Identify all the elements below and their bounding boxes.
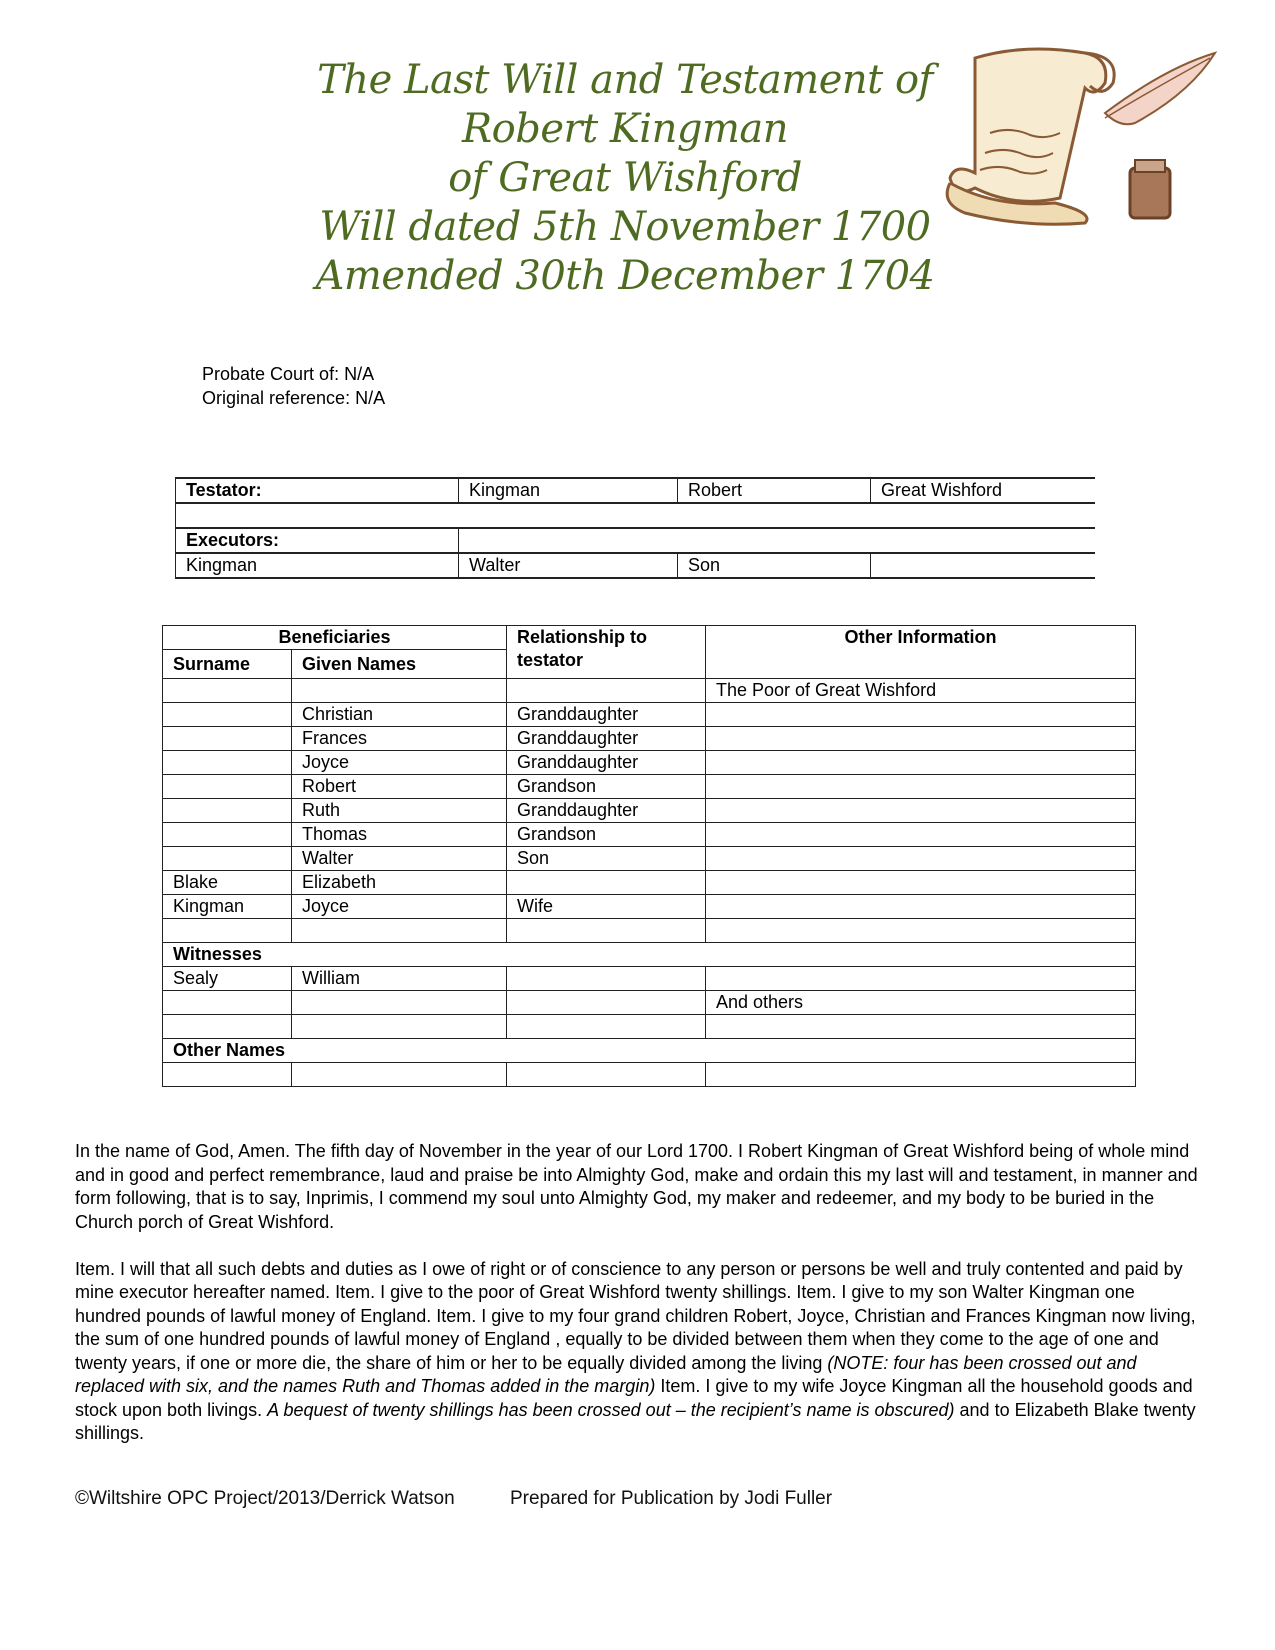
beneficiary-surname [163,823,292,847]
beneficiary-relationship: Grandson [507,775,706,799]
testator-label: Testator: [176,478,459,503]
transcript-text: Item. I give to my wife Joyce Kingman all the household goods and stock upon both livings. [75,1376,1193,1420]
beneficiary-given: Ruth [292,799,507,823]
beneficiary-other [706,751,1136,775]
other-name-c3 [507,1063,706,1087]
transcript-note: A bequest of twenty shillings has been crossed out – the recipient’s name is obscured) [267,1399,955,1420]
beneficiary-relationship [507,871,706,895]
beneficiary-given: Christian [292,703,507,727]
beneficiary-relationship [507,679,706,703]
other-name-given [292,1063,507,1087]
beneficiary-row [163,895,1136,919]
beneficiary-other [706,919,1136,943]
beneficiary-other [706,847,1136,871]
beneficiary-row [163,799,1136,823]
executor-relationship: Son [678,553,871,578]
title-line-2: Robert Kingman [462,106,788,152]
beneficiary-given: Thomas [292,823,507,847]
beneficiary-other [706,727,1136,751]
beneficiary-other [706,823,1136,847]
other-names-header-row [163,1039,1136,1063]
testator-row [176,478,1096,503]
witness-other: And others [706,991,1136,1015]
transcript-note: (NOTE: four has been crossed out and replaced with six, and the names Ruth and Thomas added in the margin) [75,1352,1137,1396]
beneficiary-surname [163,679,292,703]
relationship-header: Relationship to testator [507,626,706,679]
beneficiary-relationship [507,919,706,943]
testator-table [175,477,1095,579]
witness-given: William [292,967,507,991]
witness-other [706,967,1136,991]
executor-given: Walter [459,553,678,578]
witness-c3 [507,1015,706,1039]
beneficiary-given: Walter [292,847,507,871]
witness-surname [163,1015,292,1039]
beneficiary-relationship: Granddaughter [507,751,706,775]
beneficiary-given: Joyce [292,895,507,919]
empty-cell [176,503,1096,528]
empty-cell [459,528,1096,553]
witness-surname: Sealy [163,967,292,991]
witnesses-header-row [163,943,1136,967]
witnesses-label: Witnesses [163,943,1136,967]
testator-given: Robert [678,478,871,503]
beneficiary-given [292,919,507,943]
spacer-row [176,503,1096,528]
witness-given [292,1015,507,1039]
transcript-text: Item. I will that all such debts and duties as I owe of right or of conscience to any person or persons be well and truly contented and paid by mine executor hereafter named. Item. I give to the poor of Great Wishford twenty shillings. Item. I give to my son Walter Kingman one hundred pounds of lawful money of England. Item. I give to my four grand children Robert, Joyce, Christian and Frances Kingman now living, the sum of one hundred pounds of lawful money of England , equally to be divided between them when they come to the age of one and twenty years, if one or more die, the share of him or her to be equally divided among the living [75,1258,1196,1373]
beneficiaries-header: Beneficiaries [163,626,507,650]
title-line-4: Will dated 5th November 1700 [319,204,931,250]
beneficiary-given: Elizabeth [292,871,507,895]
beneficiary-other [706,799,1136,823]
copyright-notice: ©Wiltshire OPC Project/2013/Derrick Watson [75,1488,455,1509]
testator-surname: Kingman [459,478,678,503]
beneficiary-row [163,727,1136,751]
executor-other [871,553,1096,578]
beneficiary-surname [163,775,292,799]
beneficiary-surname: Kingman [163,895,292,919]
witness-row [163,967,1136,991]
beneficiary-other [706,895,1136,919]
original-reference: Original reference: N/A [202,388,386,408]
beneficiary-row [163,751,1136,775]
testator-place: Great Wishford [871,478,1096,503]
executor-row [176,553,1096,578]
beneficiary-surname [163,847,292,871]
scroll-quill-inkwell-icon [935,38,1220,233]
witness-c3 [507,991,706,1015]
beneficiary-relationship: Granddaughter [507,703,706,727]
witness-other [706,1015,1136,1039]
beneficiary-surname: Blake [163,871,292,895]
given-names-header: Given Names [292,650,507,679]
beneficiary-surname [163,919,292,943]
transcript-paragraph-1: In the name of God, Amen. The fifth day of November in the year of our Lord 1700. I Robert Kingman of Great Wishford being of whole mind and in good and perfect remembrance, laud and praise be into Almighty God, make and ordain this my last will and testament, in manner and form following, that is to say, Inprimis, I commend my soul unto Almighty God, my maker and redeemer, and my body to be buried in the Church porch of Great Wishford. [75,1141,1198,1232]
beneficiary-other [706,703,1136,727]
transcript-text: and to Elizabeth Blake twenty shillings. [75,1399,1196,1443]
other-name-other [706,1063,1136,1087]
will-transcript [75,1140,1205,1469]
beneficiary-row [163,871,1136,895]
beneficiaries-table [162,625,1136,1087]
executors-label: Executors: [176,528,459,553]
beneficiary-given: Robert [292,775,507,799]
beneficiary-given: Joyce [292,751,507,775]
beneficiary-given [292,679,507,703]
title-line-5: Amended 30th December 1704 [315,253,935,299]
beneficiary-other: The Poor of Great Wishford [706,679,1136,703]
beneficiary-surname [163,703,292,727]
witness-surname [163,991,292,1015]
beneficiary-given: Frances [292,727,507,751]
beneficiary-row [163,823,1136,847]
beneficiary-relationship: Granddaughter [507,727,706,751]
beneficiary-surname [163,799,292,823]
beneficiary-surname [163,727,292,751]
beneficiary-row [163,679,1136,703]
footer [75,1488,832,1510]
other-info-header: Other Information [706,626,1136,679]
beneficiary-other [706,871,1136,895]
beneficiary-relationship: Son [507,847,706,871]
probate-court: Probate Court of: N/A [202,364,375,384]
witness-given [292,991,507,1015]
beneficiary-row [163,847,1136,871]
executor-surname: Kingman [176,553,459,578]
beneficiary-relationship: Wife [507,895,706,919]
beneficiary-relationship: Granddaughter [507,799,706,823]
beneficiary-relationship: Grandson [507,823,706,847]
witness-row [163,991,1136,1015]
other-name-row [163,1063,1136,1087]
beneficiary-other [706,775,1136,799]
beneficiary-row [163,919,1136,943]
beneficiary-row [163,775,1136,799]
witness-c3 [507,967,706,991]
title-line-3: of Great Wishford [448,155,802,201]
beneficiaries-header-row [163,626,1136,650]
probate-meta [202,362,385,410]
transcript-paragraph-2 [75,1258,1205,1446]
surname-header: Surname [163,650,292,679]
beneficiary-row [163,703,1136,727]
other-names-label: Other Names [163,1039,1136,1063]
beneficiary-surname [163,751,292,775]
prepared-by: Prepared for Publication by Jodi Fuller [509,1488,833,1509]
witness-row [163,1015,1136,1039]
document-title [300,56,950,301]
other-name-surname [163,1063,292,1087]
executors-header-row [176,528,1096,553]
title-line-1: The Last Will and Testament of [317,57,933,103]
